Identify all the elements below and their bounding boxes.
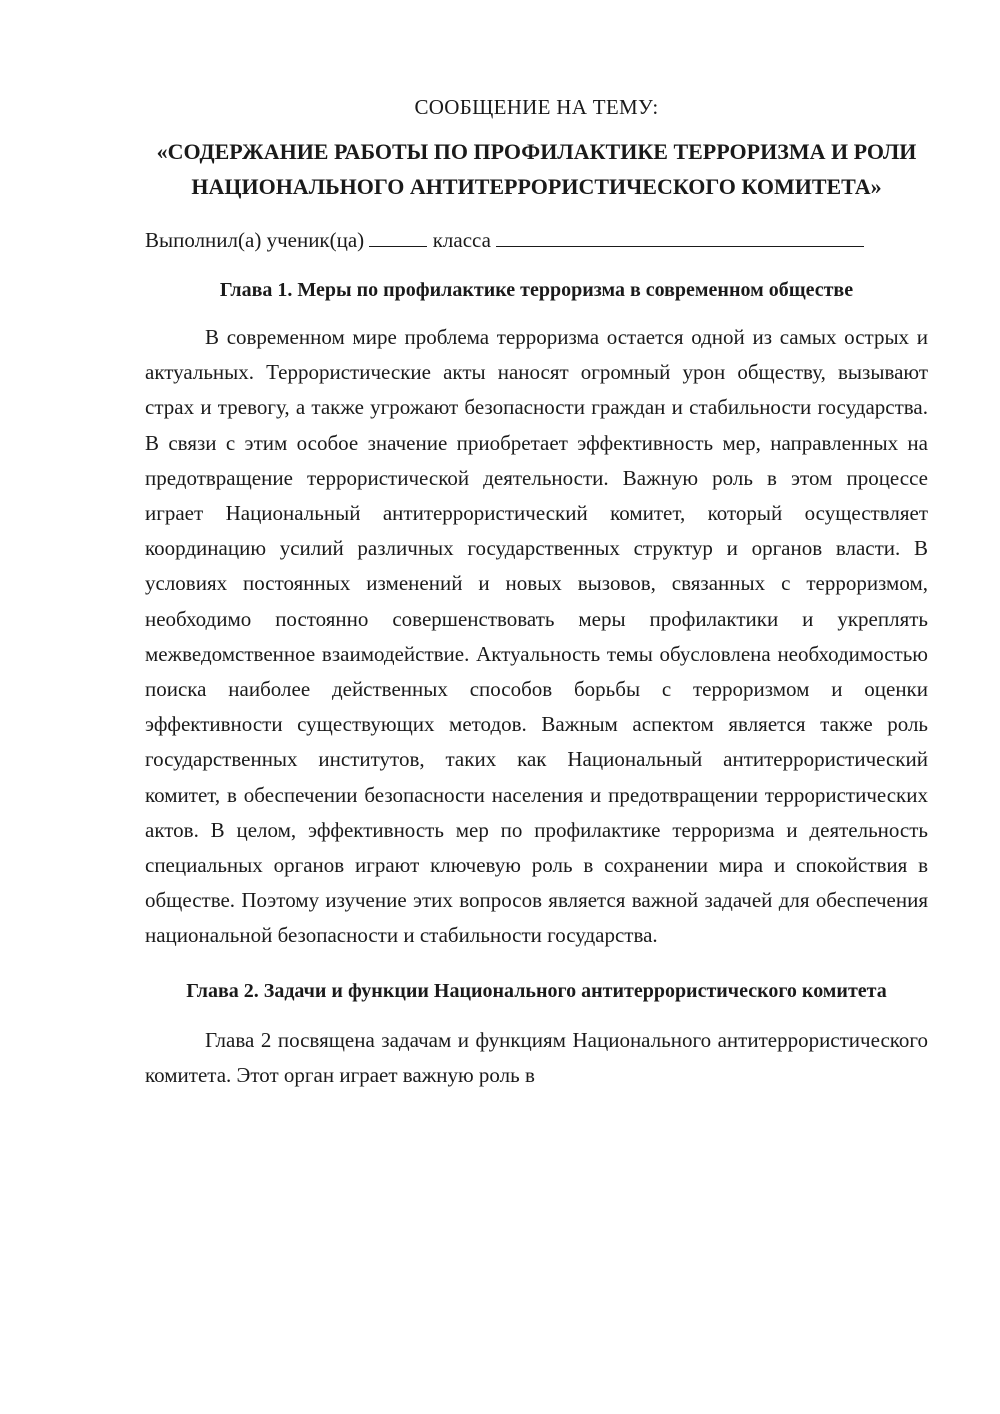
chapter-1-paragraph: В современном мире проблема терроризма остается одной из самых острых и актуальных. Террористические акты наносят огромный урон обществу, вызывают страх и тревогу, а также угрожают безопасности граждан и стабильности государства. В связи с этим особое значение приобретает эффективность мер, направленных на предотвращение террористической деятельности. Важную роль в этом процессе играет Национальный антитеррористический комитет, который осуществляет координацию усилий различных государственных структур и органов власти. В условиях постоянных изменений и новых вызовов, связанных с терроризмом, необходимо постоянно совершенствовать меры профилактики и укреплять межведомственное взаимодействие. Актуальность темы обусловлена необходимостью поиска наиболее действенных способов борьбы с терроризмом и оценки эффективности существующих методов. Важным аспектом является также роль государственных институтов, таких как Национальный антитеррористический комитет, в обеспечении безопасности населения и предотвращении террористических актов. В целом, эффективность мер по профилактике терроризма и деятельность специальных органов играют ключевую роль в сохранении мира и спокойствия в обществе. Поэтому изучение этих вопросов является важной задачей для обеспечения национальной безопасности и стабильности государства. bbox=[145, 325, 928, 948]
class-blank bbox=[369, 224, 427, 247]
chapter-1-title: Глава 1. Меры по профилактике терроризма в современном обществе bbox=[219, 279, 854, 301]
document-header: СООБЩЕНИЕ НА ТЕМУ: bbox=[414, 95, 659, 119]
class-label: класса bbox=[432, 228, 491, 252]
document-title: «СОДЕРЖАНИЕ РАБОТЫ ПО ПРОФИЛАКТИКЕ ТЕРРОРИЗМА И РОЛИ НАЦИОНАЛЬНОГО АНТИТЕРРОРИСТИЧЕСКОГО КОМИТЕТА» bbox=[156, 139, 917, 199]
chapter-2-title: Глава 2. Задачи и функции Национального антитеррористического комитета bbox=[186, 979, 887, 1002]
author-label: Выполнил(а) ученик(ца) bbox=[145, 228, 365, 252]
chapter-2-paragraph: Глава 2 посвящена задачам и функциям Национального антитеррористического комитета. Этот орган играет важную роль в bbox=[145, 1027, 928, 1087]
name-blank bbox=[496, 224, 864, 247]
author-line bbox=[145, 224, 928, 256]
document-content bbox=[145, 92, 928, 1093]
